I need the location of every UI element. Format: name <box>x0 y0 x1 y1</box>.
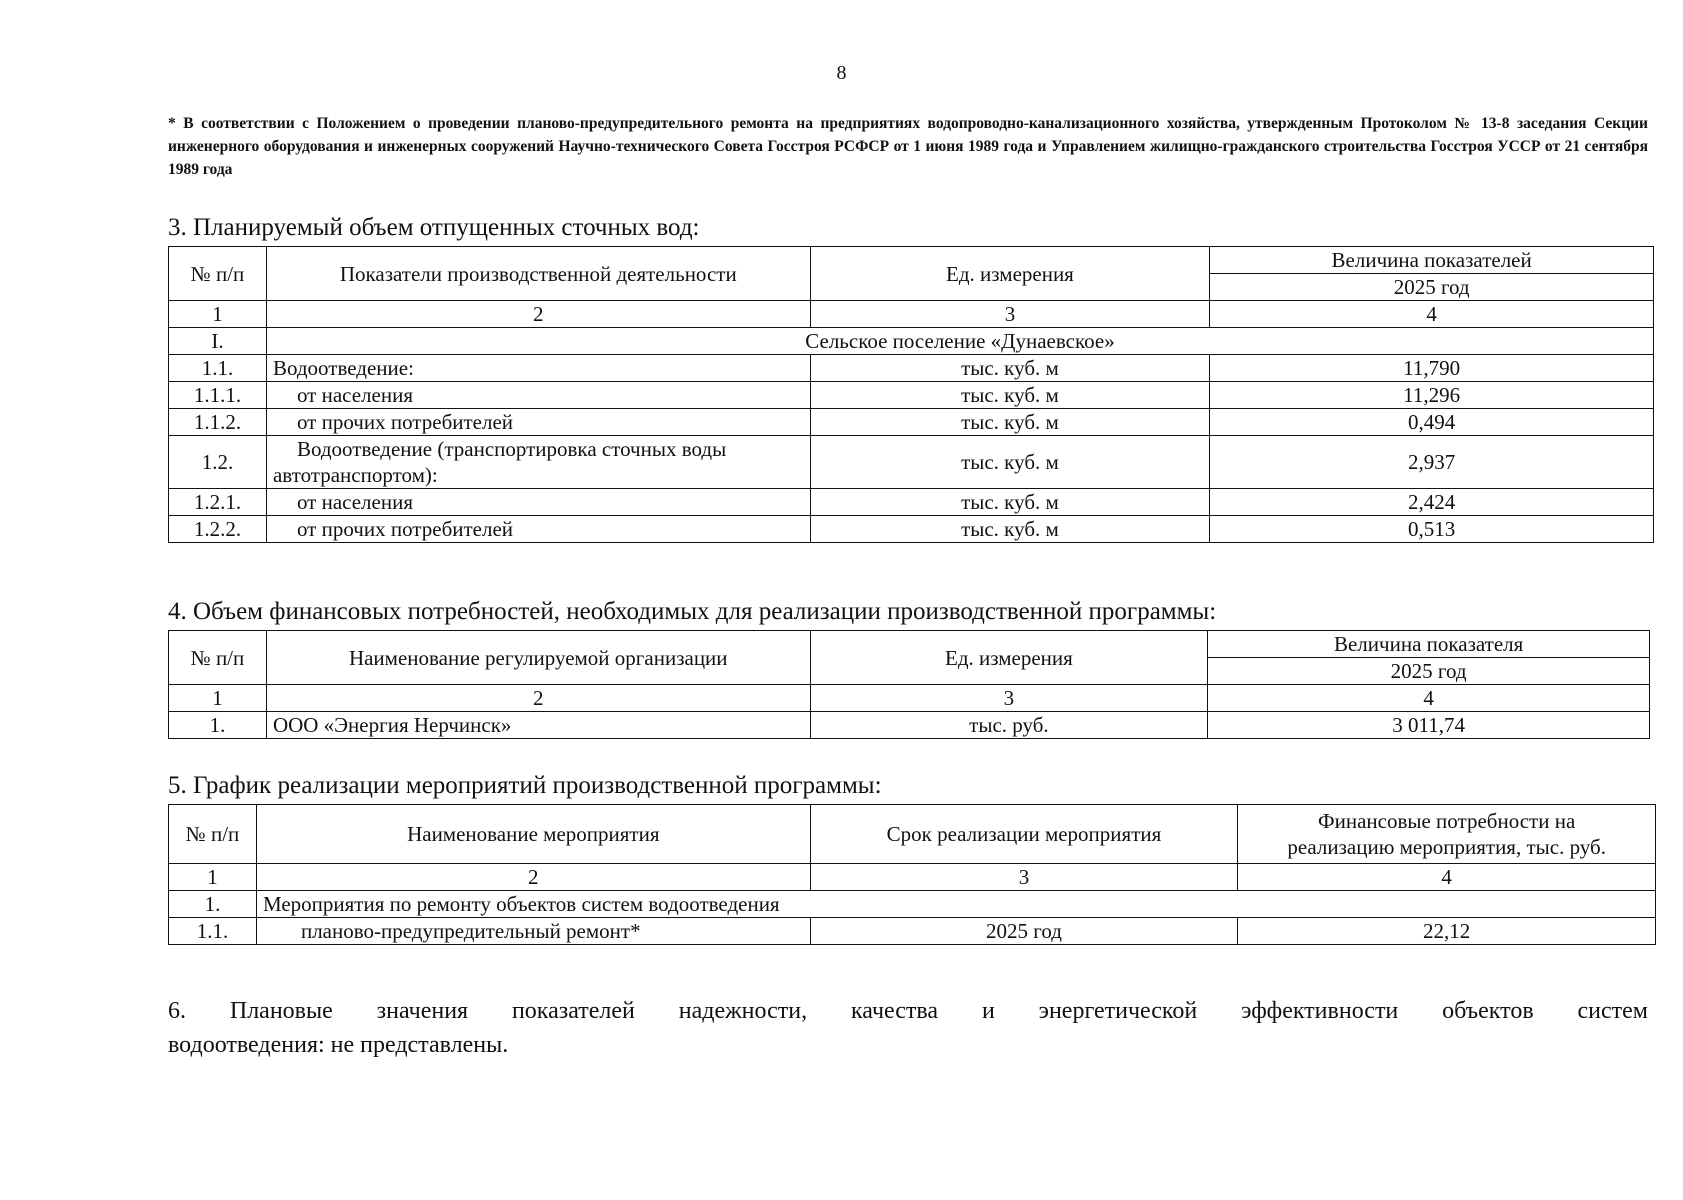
table-row <box>169 489 1654 516</box>
row-value: 3 011,74 <box>1208 712 1650 739</box>
section-4-title: 4. Объем финансовых потребностей, необходимых для реализации производственной программы: <box>168 598 1217 625</box>
table-header-row <box>169 805 1656 864</box>
row-value: 22,12 <box>1238 918 1656 945</box>
row-unit: тыс. руб. <box>810 712 1208 739</box>
row-name: планово-предупредительный ремонт* <box>256 918 810 945</box>
col-number: 3 <box>810 864 1238 891</box>
schedule-table <box>168 804 1656 945</box>
row-unit: тыс. куб. м <box>810 382 1210 409</box>
header-finance-line1: Финансовые потребности на <box>1318 809 1576 833</box>
row-name-line1: Водоотведение (транспортировка сточных воды <box>296 437 727 461</box>
row-value: 0,494 <box>1210 409 1654 436</box>
row-name: от населения <box>266 489 810 516</box>
row-name: от прочих потребителей <box>266 516 810 543</box>
section-5-title: 5. График реализации мероприятий производственной программы: <box>168 772 882 799</box>
row-name: ООО «Энергия Нерчинск» <box>266 712 810 739</box>
header-unit: Ед. измерения <box>810 631 1208 685</box>
col-number: 3 <box>810 685 1208 712</box>
col-number: 2 <box>256 864 810 891</box>
financial-needs-table <box>168 630 1650 739</box>
col-number: 4 <box>1238 864 1656 891</box>
col-number: 2 <box>266 301 810 328</box>
row-value: 2,937 <box>1210 436 1654 489</box>
table-row <box>169 382 1654 409</box>
header-term: Срок реализации мероприятия <box>810 805 1238 864</box>
col-number: 1 <box>169 301 267 328</box>
section-6-paragraph <box>168 994 1648 1062</box>
column-numbers-row <box>169 864 1656 891</box>
group-name: Сельское поселение «Дунаевское» <box>266 328 1653 355</box>
header-year: 2025 год <box>1210 274 1654 301</box>
row-name: Водоотведение: <box>266 355 810 382</box>
group-row <box>169 328 1654 355</box>
header-finance <box>1238 805 1656 864</box>
row-unit: тыс. куб. м <box>810 355 1210 382</box>
row-num: 1.1.1. <box>169 382 267 409</box>
col-number: 2 <box>266 685 810 712</box>
header-event: Наименование мероприятия <box>256 805 810 864</box>
header-num: № п/п <box>169 805 257 864</box>
wastewater-volume-table <box>168 246 1654 543</box>
col-number: 4 <box>1210 301 1654 328</box>
col-number: 4 <box>1208 685 1650 712</box>
section-6-line2: водоотведения: не представлены. <box>168 1032 509 1058</box>
group-name: Мероприятия по ремонту объектов систем водоотведения <box>256 891 1655 918</box>
row-unit: тыс. куб. м <box>810 436 1210 489</box>
header-indicator: Показатели производственной деятельности <box>266 247 810 301</box>
table-header-row <box>169 247 1654 274</box>
row-unit: тыс. куб. м <box>810 489 1210 516</box>
section-3-title: 3. Планируемый объем отпущенных сточных вод: <box>168 214 700 241</box>
header-unit: Ед. измерения <box>810 247 1210 301</box>
row-value: 2,424 <box>1210 489 1654 516</box>
row-name <box>266 436 810 489</box>
header-value: Величина показателей <box>1210 247 1654 274</box>
header-finance-line2: реализацию мероприятия, тыс. руб. <box>1287 835 1606 859</box>
group-num: I. <box>169 328 267 355</box>
row-name: от прочих потребителей <box>266 409 810 436</box>
row-num: 1.1. <box>169 918 257 945</box>
table-row <box>169 436 1654 489</box>
row-num: 1.2.1. <box>169 489 267 516</box>
row-name-line2: автотранспортом): <box>272 463 438 487</box>
footnote: * В соответствии с Положением о проведении планово-предупредительного ремонта на предприятиях водопроводно-канализационного хозяйства, утвержденным Протоколом № 13-8 заседания Секции инженерного оборудования и инженерных сооружений Научно-технического Совета Госстроя РСФСР от 1 июня 1989 года и Управлением жилищно-гражданского строительства Госстроя УССР от 21 сентября 1989 года <box>168 115 1648 178</box>
table-row <box>169 409 1654 436</box>
row-unit: тыс. куб. м <box>810 409 1210 436</box>
row-num: 1. <box>169 712 267 739</box>
header-num: № п/п <box>169 247 267 301</box>
column-numbers-row <box>169 685 1650 712</box>
row-num: 1.2.2. <box>169 516 267 543</box>
section-6-line1: 6. Плановые значения показателей надежности, качества и энергетической эффективности объектов систем <box>168 998 1648 1024</box>
table-row <box>169 918 1656 945</box>
header-year: 2025 год <box>1208 658 1650 685</box>
table-row <box>169 516 1654 543</box>
table-row <box>169 355 1654 382</box>
row-term: 2025 год <box>810 918 1238 945</box>
table-row <box>169 712 1650 739</box>
row-value: 0,513 <box>1210 516 1654 543</box>
header-num: № п/п <box>169 631 267 685</box>
row-num: 1.1.2. <box>169 409 267 436</box>
column-numbers-row <box>169 301 1654 328</box>
row-name: от населения <box>266 382 810 409</box>
row-unit: тыс. куб. м <box>810 516 1210 543</box>
row-num: 1.1. <box>169 355 267 382</box>
row-value: 11,296 <box>1210 382 1654 409</box>
group-row <box>169 891 1656 918</box>
row-num: 1.2. <box>169 436 267 489</box>
table-header-row <box>169 631 1650 658</box>
page-number: 8 <box>836 62 847 84</box>
row-value: 11,790 <box>1210 355 1654 382</box>
col-number: 1 <box>169 685 267 712</box>
header-value: Величина показателя <box>1208 631 1650 658</box>
col-number: 3 <box>810 301 1210 328</box>
group-num: 1. <box>169 891 257 918</box>
header-org: Наименование регулируемой организации <box>266 631 810 685</box>
col-number: 1 <box>169 864 257 891</box>
